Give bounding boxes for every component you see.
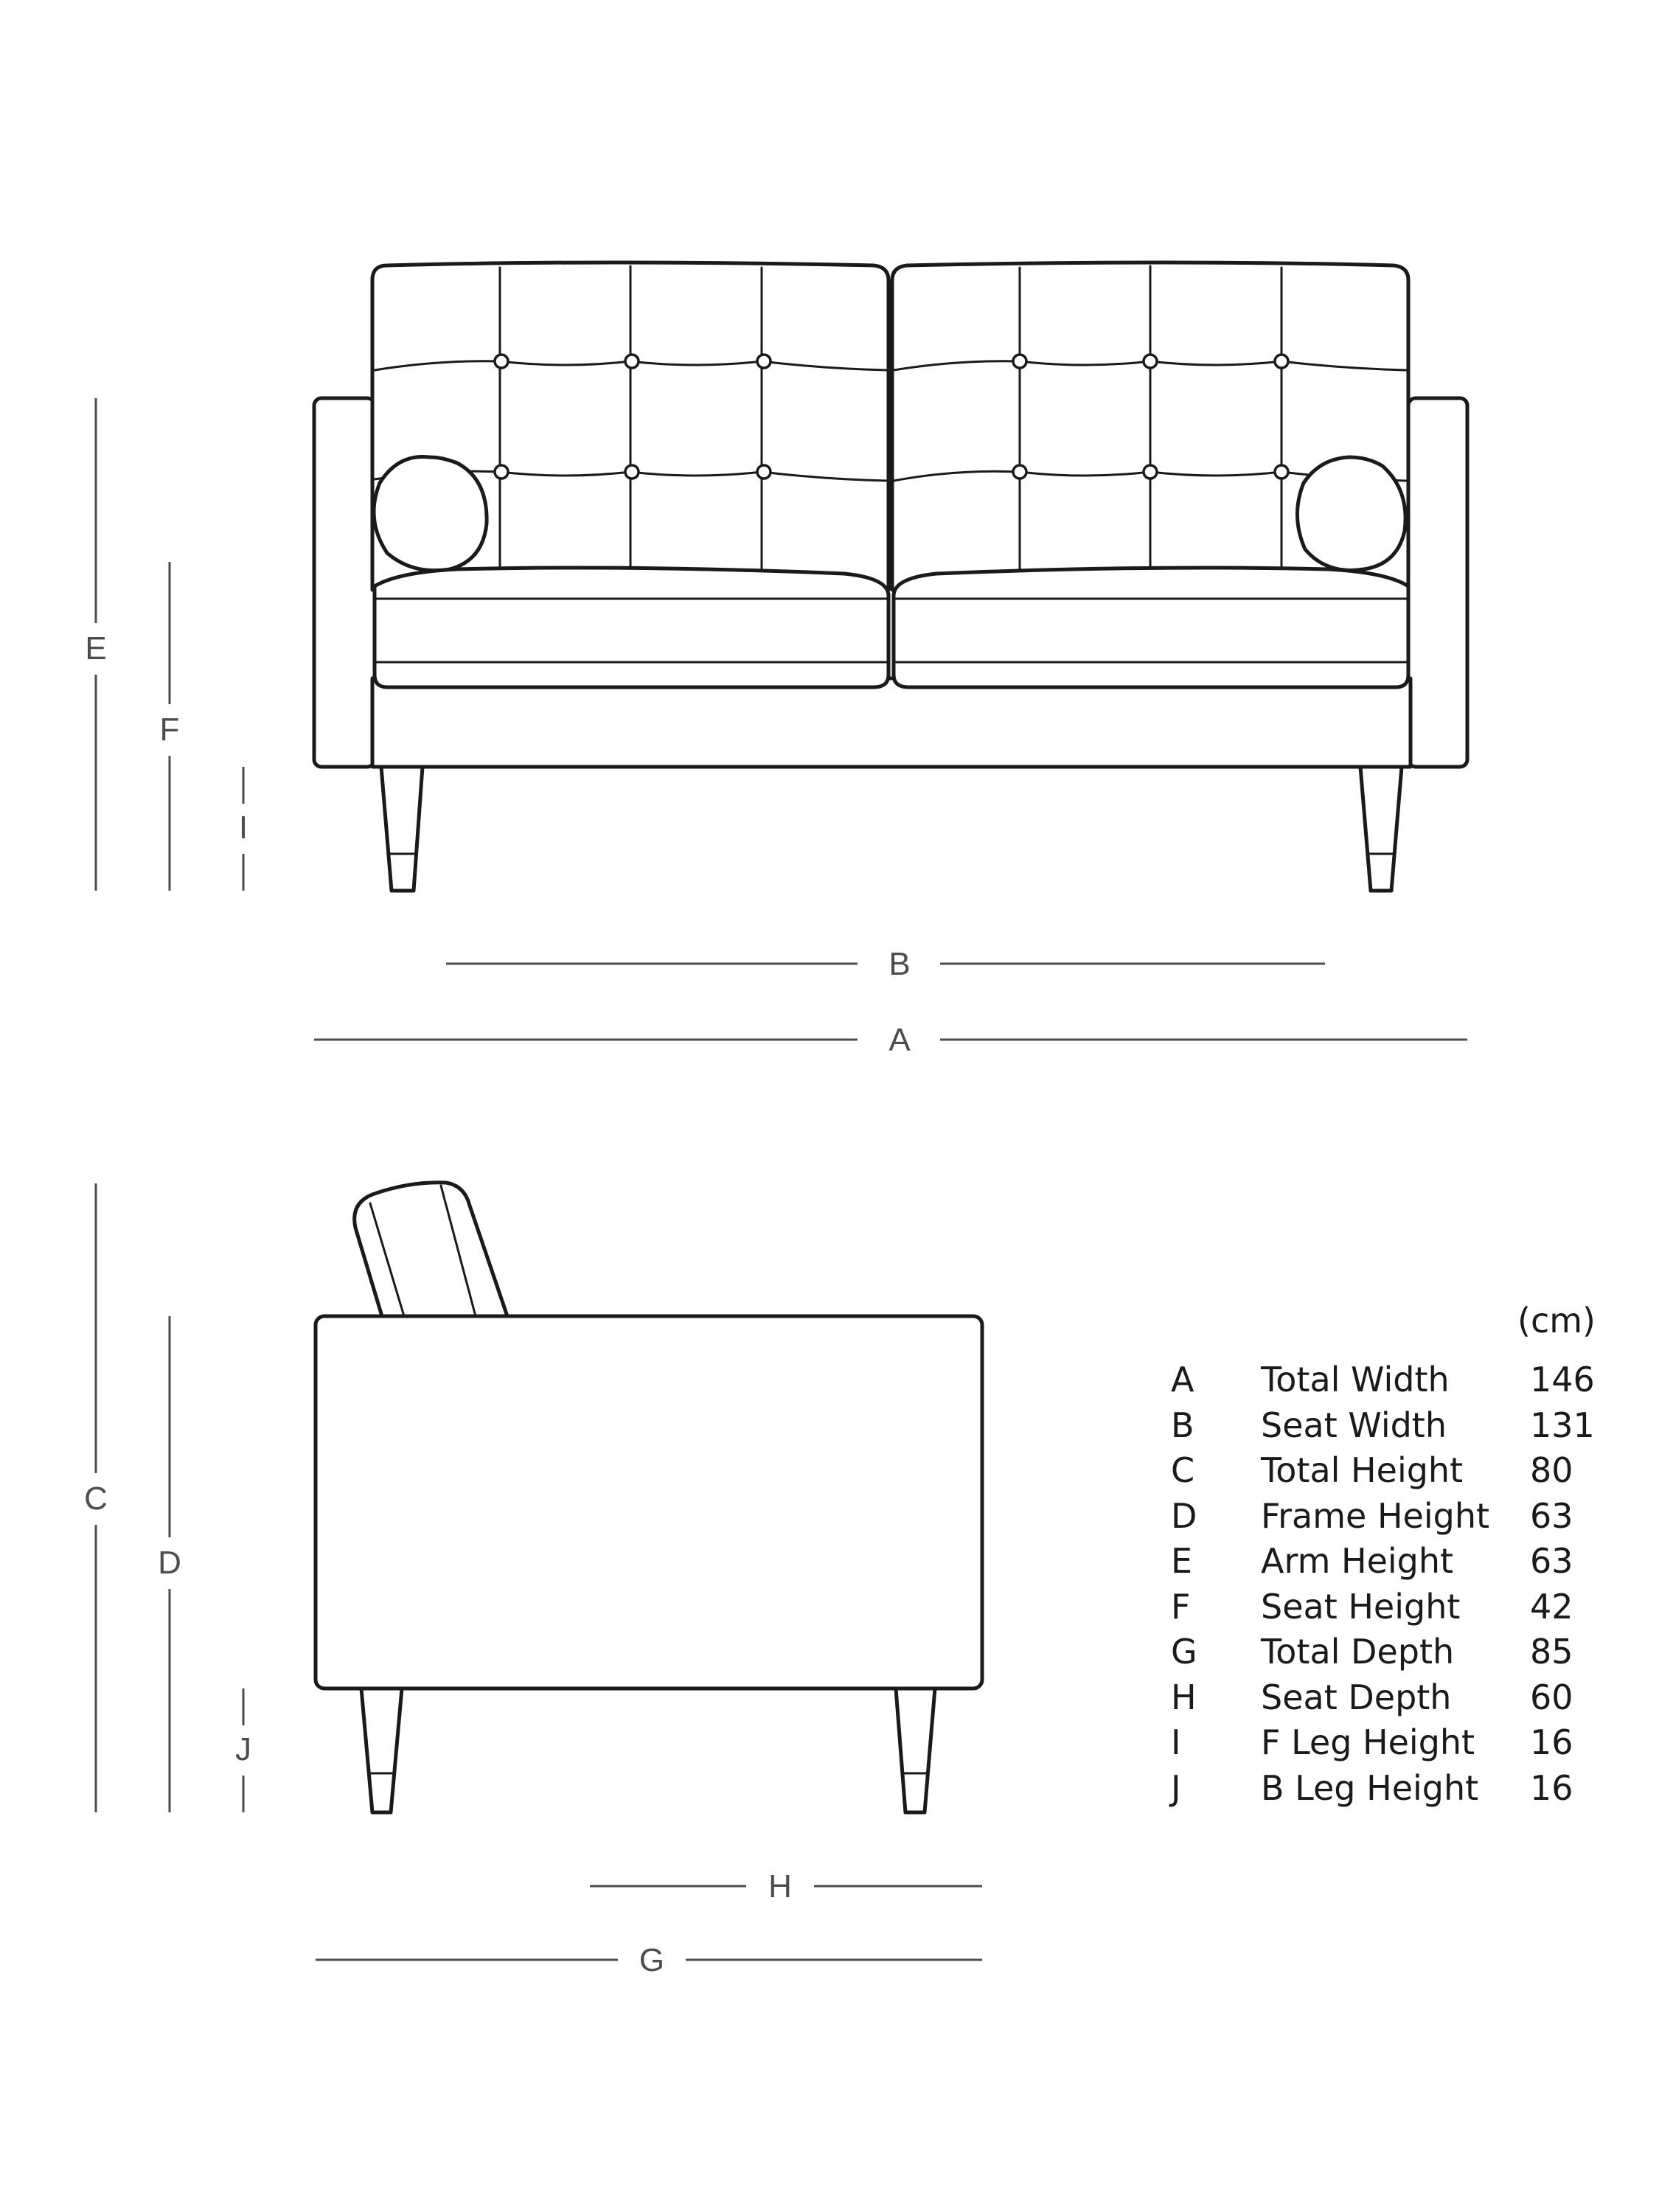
spec-row-name: Total Width xyxy=(1261,1360,1450,1399)
side-body-frame xyxy=(316,1316,982,1688)
spec-row-name: Total Height xyxy=(1261,1450,1464,1490)
front-right-arm xyxy=(1408,398,1467,767)
spec-row-value: 80 xyxy=(1530,1450,1573,1490)
dimension-label-C: C xyxy=(84,1481,108,1517)
front-left-leg xyxy=(381,767,422,891)
front-right-leg xyxy=(1360,767,1402,891)
spec-row-key: G xyxy=(1171,1632,1197,1672)
spec-row-value: 63 xyxy=(1530,1495,1573,1536)
dimension-label-E: E xyxy=(85,630,107,667)
spec-row-key: I xyxy=(1171,1722,1181,1762)
dimension-label-F: F xyxy=(159,712,180,748)
front-base-frame xyxy=(372,678,1411,767)
side-back-cushion xyxy=(355,1183,507,1316)
spec-row-value: 131 xyxy=(1530,1405,1595,1445)
spec-row-name: Seat Width xyxy=(1261,1405,1447,1445)
spec-row-name: B Leg Height xyxy=(1261,1767,1479,1808)
dimension-label-G: G xyxy=(639,1942,665,1978)
spec-unit-label: (cm) xyxy=(1517,1301,1596,1340)
spec-row-value: 42 xyxy=(1530,1586,1573,1627)
spec-row-name: Seat Depth xyxy=(1261,1677,1452,1717)
sofa-front-view xyxy=(314,262,1467,891)
spec-row-value: 16 xyxy=(1530,1722,1573,1762)
side-back-leg xyxy=(896,1688,935,1812)
spec-row-key: E xyxy=(1171,1541,1193,1581)
spec-row-value: 63 xyxy=(1530,1541,1573,1581)
dimension-label-B: B xyxy=(888,946,911,982)
spec-row-value: 146 xyxy=(1530,1360,1595,1399)
left-bolster-pillow xyxy=(374,456,487,570)
spec-row-value: 16 xyxy=(1530,1767,1573,1808)
spec-row-name: Seat Height xyxy=(1261,1586,1461,1627)
dimension-label-I: I xyxy=(238,810,248,846)
front-seat-cushion-left xyxy=(375,568,888,687)
spec-row-key: B xyxy=(1171,1405,1194,1445)
dimension-label-A: A xyxy=(888,1022,911,1058)
spec-row-key: J xyxy=(1171,1767,1181,1808)
spec-row-name: F Leg Height xyxy=(1261,1722,1475,1762)
spec-row-name: Frame Height xyxy=(1261,1495,1490,1536)
dimension-label-J: J xyxy=(235,1731,251,1767)
spec-row-key: C xyxy=(1171,1450,1195,1490)
sofa-side-view xyxy=(316,1183,982,1812)
spec-row-value: 85 xyxy=(1530,1632,1573,1672)
spec-row-key: F xyxy=(1171,1586,1191,1627)
spec-row-value: 60 xyxy=(1530,1677,1573,1717)
dimension-label-D: D xyxy=(158,1545,181,1581)
spec-row-key: A xyxy=(1171,1360,1194,1399)
front-seat-cushion-right xyxy=(894,568,1408,687)
spec-row-key: H xyxy=(1171,1677,1197,1717)
right-bolster-pillow xyxy=(1297,457,1405,570)
side-front-leg xyxy=(361,1688,402,1812)
front-left-arm xyxy=(314,398,375,767)
spec-row-name: Total Depth xyxy=(1261,1632,1455,1672)
spec-row-name: Arm Height xyxy=(1261,1541,1454,1581)
spec-row-key: D xyxy=(1171,1495,1197,1536)
dimension-label-H: H xyxy=(768,1868,792,1905)
